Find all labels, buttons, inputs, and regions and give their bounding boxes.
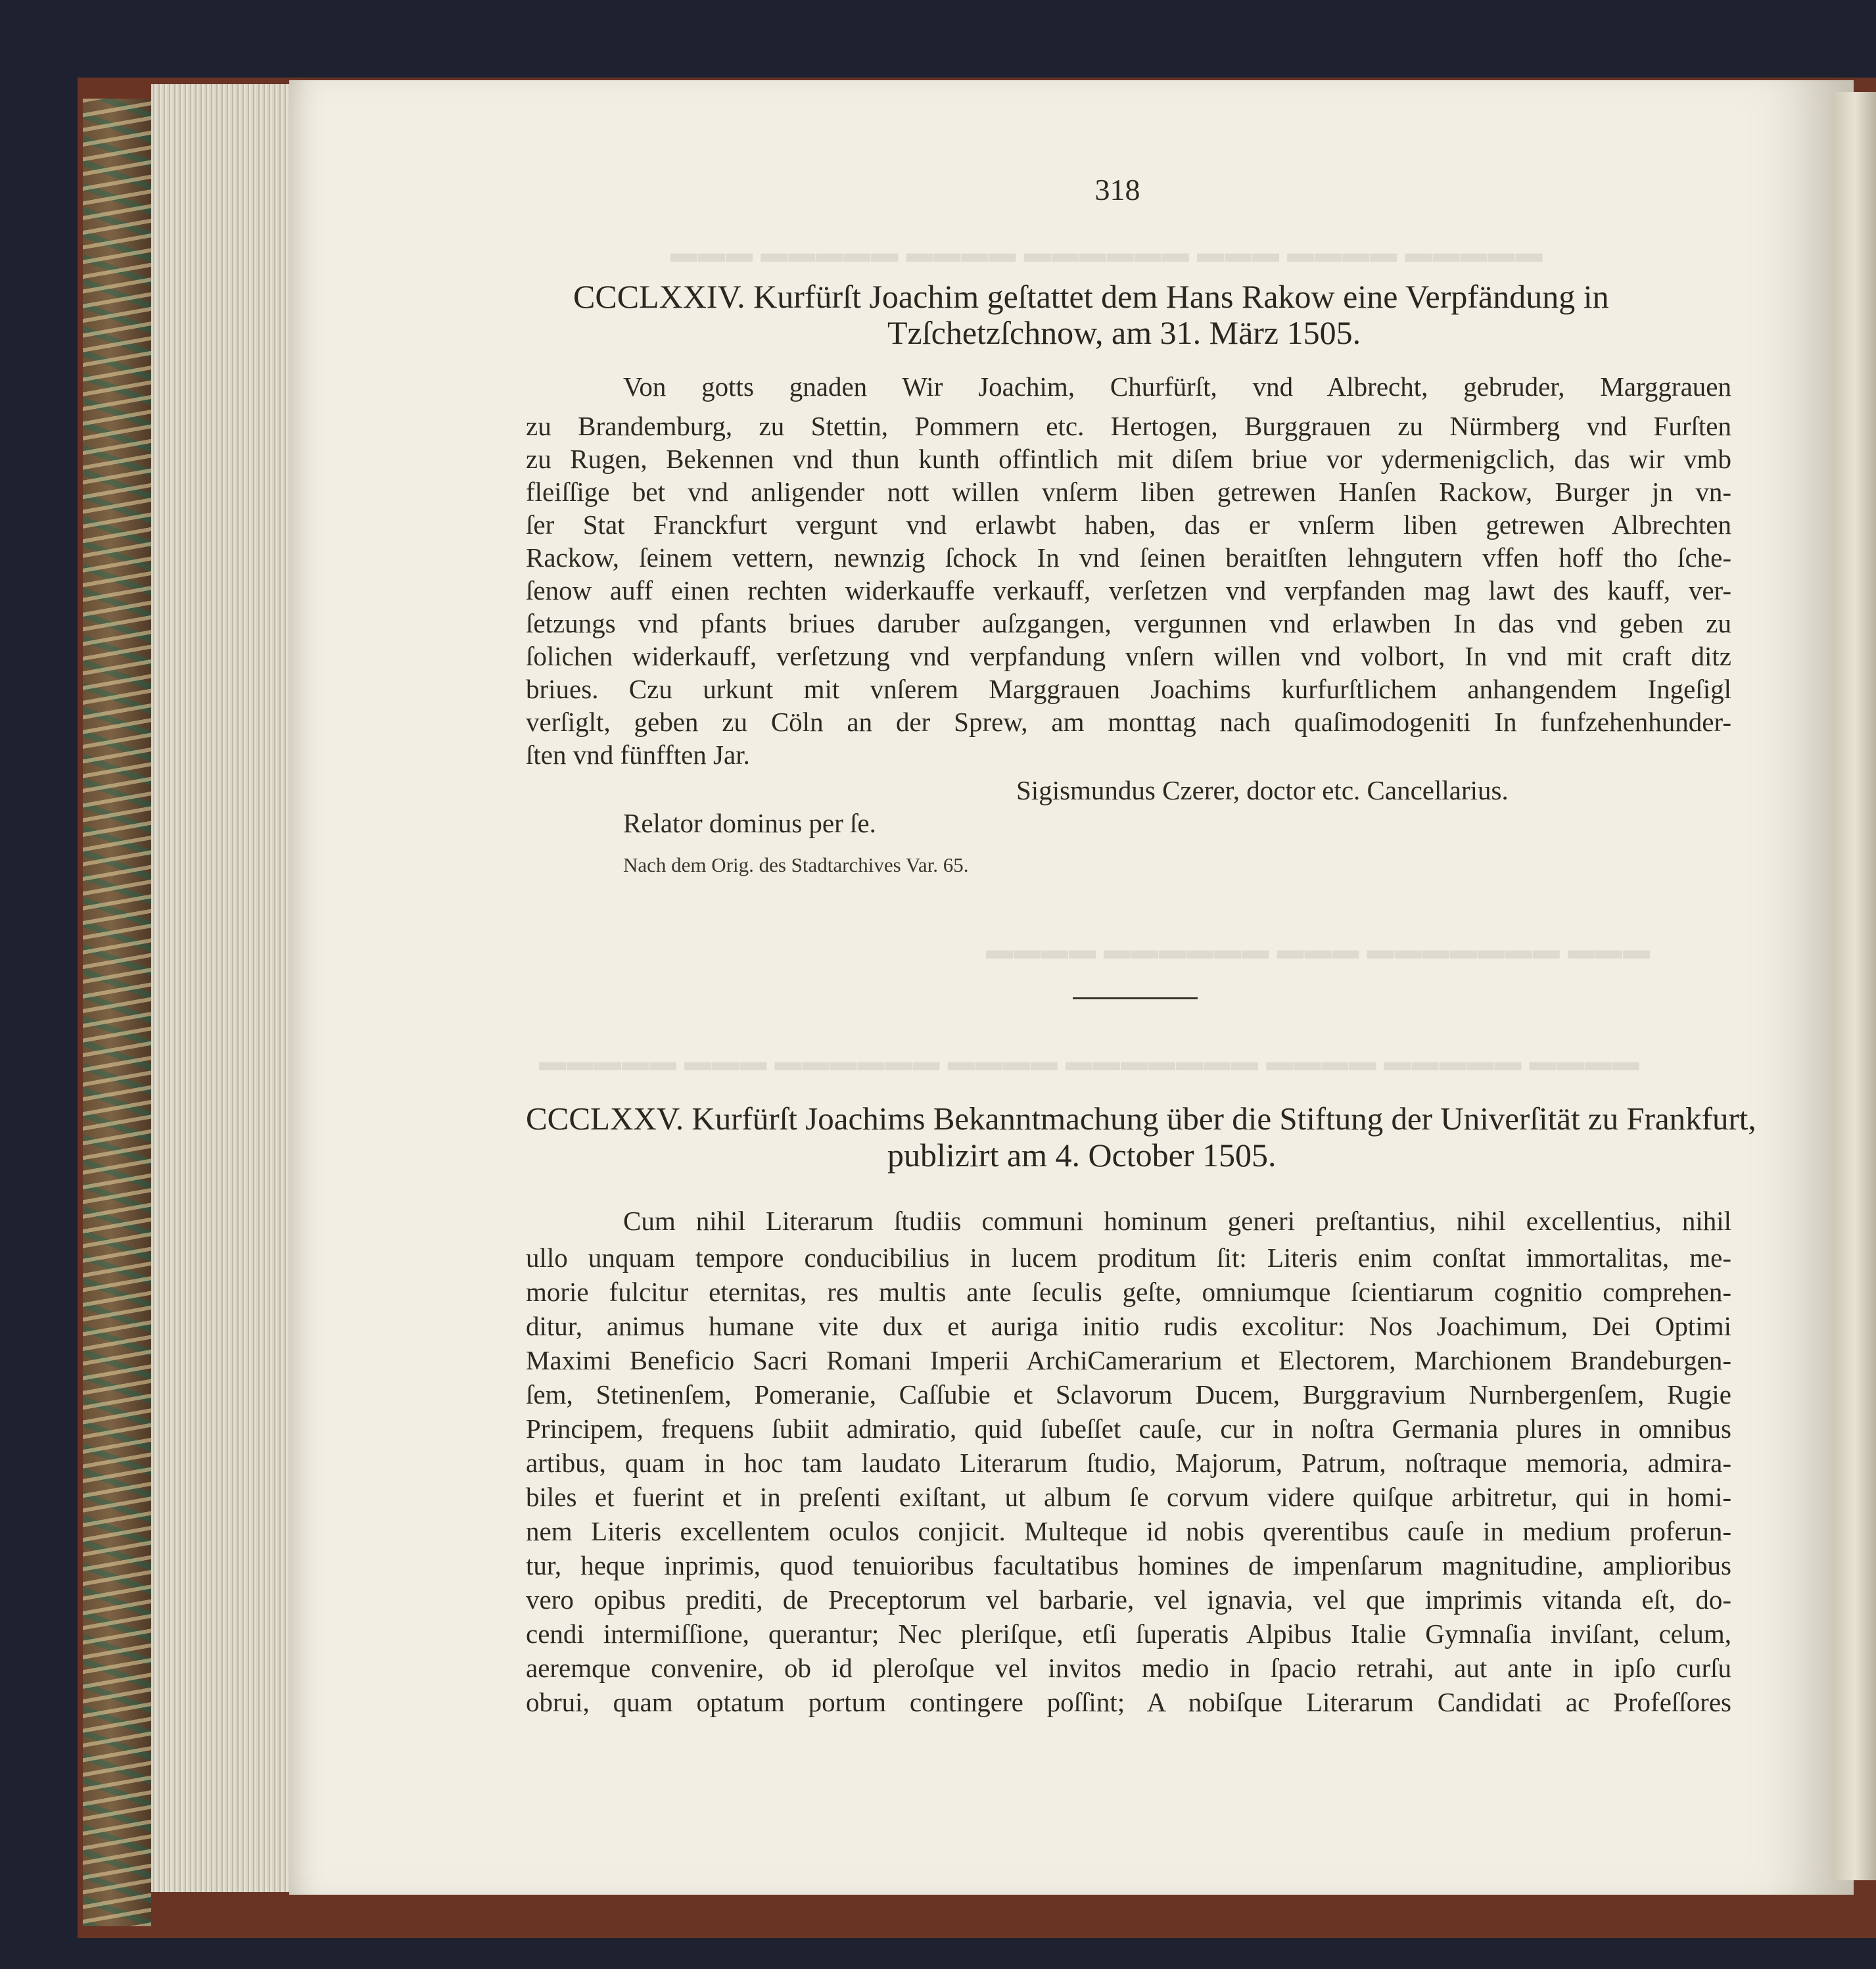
marbled-edge bbox=[83, 99, 151, 1926]
document-2-body-line: nem Literis excellentem oculos conjicit. Multeque id nobis qverentibus cauſe in medium proferun- bbox=[526, 1516, 1731, 1546]
page-number: 318 bbox=[1094, 173, 1140, 206]
document-2-body-line: aeremque convenire, ob id pleroſque vel invitos medio in ſpacio retrahi, aut ante in ipſo curſu bbox=[526, 1653, 1731, 1683]
document-2-body-line: biles et fuerint et in preſenti exiſtant, ut album ſe corvum videre quiſque arbitretur, qui in homi- bbox=[526, 1482, 1731, 1512]
document-1-signature: Sigismundus Czerer, doctor etc. Cancellarius. bbox=[1016, 775, 1509, 805]
document-1-body-line: fleiſſige bet vnd anligender nott willen vnſerm liben getrewen Hanſen Rackow, Burger jn vn- bbox=[526, 477, 1731, 507]
document-2-body-line: obrui, quam optatum portum contingere poſſint; A nobiſque Literarum Candidati ac Profeſſores bbox=[526, 1687, 1731, 1717]
document-2-body-line: vero opibus prediti, de Preceptorum vel barbarie, vel ignavia, vel que imprimis vitanda eſt, do- bbox=[526, 1584, 1731, 1615]
document-1-body-line: ſenow auff einen rechten widerkauffe verkauff, verſetzen vnd verpfanden mag lawt des kauff, ver- bbox=[526, 575, 1731, 605]
document-2-body-line: Cum nihil Literarum ſtudiis communi hominum generi preſtantius, nihil excellentius, nihil bbox=[623, 1206, 1731, 1236]
document-1-body-line: Rackow, ſeinem vettern, newnzig ſchock In vnd ſeinen beraitſten lehngutern vffen hoff tho ſche- bbox=[526, 542, 1731, 573]
document-2-heading: CCCLXXV. Kurfürſt Joachims Bekanntmachung über die Stiftung der Univerſität zu Frankfurt, bbox=[526, 1101, 1756, 1137]
document-2-body-line: tur, heque inprimis, quod tenuioribus facultatibus homines de impenſarum magnitudine, amplioribus bbox=[526, 1550, 1731, 1580]
document-2-body-line: ullo unquam tempore conducibilius in lucem proditum ſit: Literis enim conſtat immortalitas, me- bbox=[526, 1243, 1731, 1273]
document-2-body-line: Principem, frequens ſubiit admiratio, quid ſubeſſet cauſe, cur in noſtra Germania plures in omnibus bbox=[526, 1413, 1731, 1444]
section-divider bbox=[1073, 997, 1198, 999]
document-2-body-line: ſem, Stetinenſem, Pomeranie, Caſſubie et Sclavorum Ducem, Burggravium Nurnbergenſem, Rugie bbox=[526, 1379, 1731, 1410]
document-1-body-line: briues. Czu urkunt mit vnſerem Marggrauen Joachims kurfurſtlichem anhangendem Ingeſigl bbox=[526, 674, 1731, 704]
document-2-body-line: ditur, animus humane vite dux et auriga initio rudis excolitur: Nos Joachimum, Dei Optimi bbox=[526, 1311, 1731, 1341]
page-stack bbox=[151, 84, 296, 1892]
document-1-heading: CCCLXXIV. Kurfürſt Joachim geſtattet dem Hans Rakow eine Verpfändung in bbox=[573, 278, 1609, 315]
right-fold bbox=[1834, 92, 1876, 1880]
document-2-body-line: cendi intermiſſione, querantur; Nec pleriſque, etſi ſuperatis Alpibus Italie Gymnaſia inviſant, celum, bbox=[526, 1619, 1731, 1649]
document-2-heading-continued: publizirt am 4. October 1505. bbox=[887, 1137, 1277, 1174]
document-1-body-line: ſetzungs vnd pfants briues daruber auſzgangen, vergunnen vnd erlawben In das vnd geben zu bbox=[526, 608, 1731, 638]
document-2-body-line: artibus, quam in hoc tam laudato Literarum ſtudio, Majorum, Patrum, noſtraque memoria, admira- bbox=[526, 1448, 1731, 1478]
document-1-source-note: Nach dem Orig. des Stadtarchives Var. 65. bbox=[623, 853, 969, 876]
document-1-body-line: zu Rugen, Bekennen vnd thun kunth offintlich mit diſem briue vor ydermenigclich, das wir vmb bbox=[526, 444, 1731, 474]
document-1-body-line: verſiglt, geben zu Cöln an der Sprew, am monttag nach quaſimodogeniti In funfzehenhunder- bbox=[526, 707, 1731, 737]
document-1-body-line: Von gotts gnaden Wir Joachim, Churfürſt, vnd Albrecht, gebruder, Marggrauen bbox=[623, 371, 1731, 402]
document-1-body-line: ſolichen widerkauff, verſetzung vnd verpfandung vnſern willen vnd volbort, In vnd mit craft ditz bbox=[526, 641, 1731, 671]
document-2-body-line: morie fulcitur eternitas, res multis ante ſeculis geſte, omniumque ſcientiarum cognitio comprehen- bbox=[526, 1277, 1731, 1307]
document-2-body-line: Maximi Beneficio Sacri Romani Imperii ArchiCamerarium et Electorem, Marchionem Brandeburgen- bbox=[526, 1345, 1731, 1375]
document-1-relator: Relator dominus per ſe. bbox=[623, 808, 876, 838]
document-1-body-line: zu Brandemburg, zu Stettin, Pommern etc. Hertogen, Burggrauen zu Nürmberg vnd Furſten bbox=[526, 411, 1731, 441]
document-1-body-line: ſer Stat Franckfurt vergunt vnd erlawbt haben, das er vnſerm liben getrewen Albrechten bbox=[526, 510, 1731, 540]
document-1-heading-continued: Tzſchetzſchnow, am 31. März 1505. bbox=[887, 314, 1361, 351]
document-1-body-line: ſten vnd fünfften Jar. bbox=[526, 740, 750, 770]
